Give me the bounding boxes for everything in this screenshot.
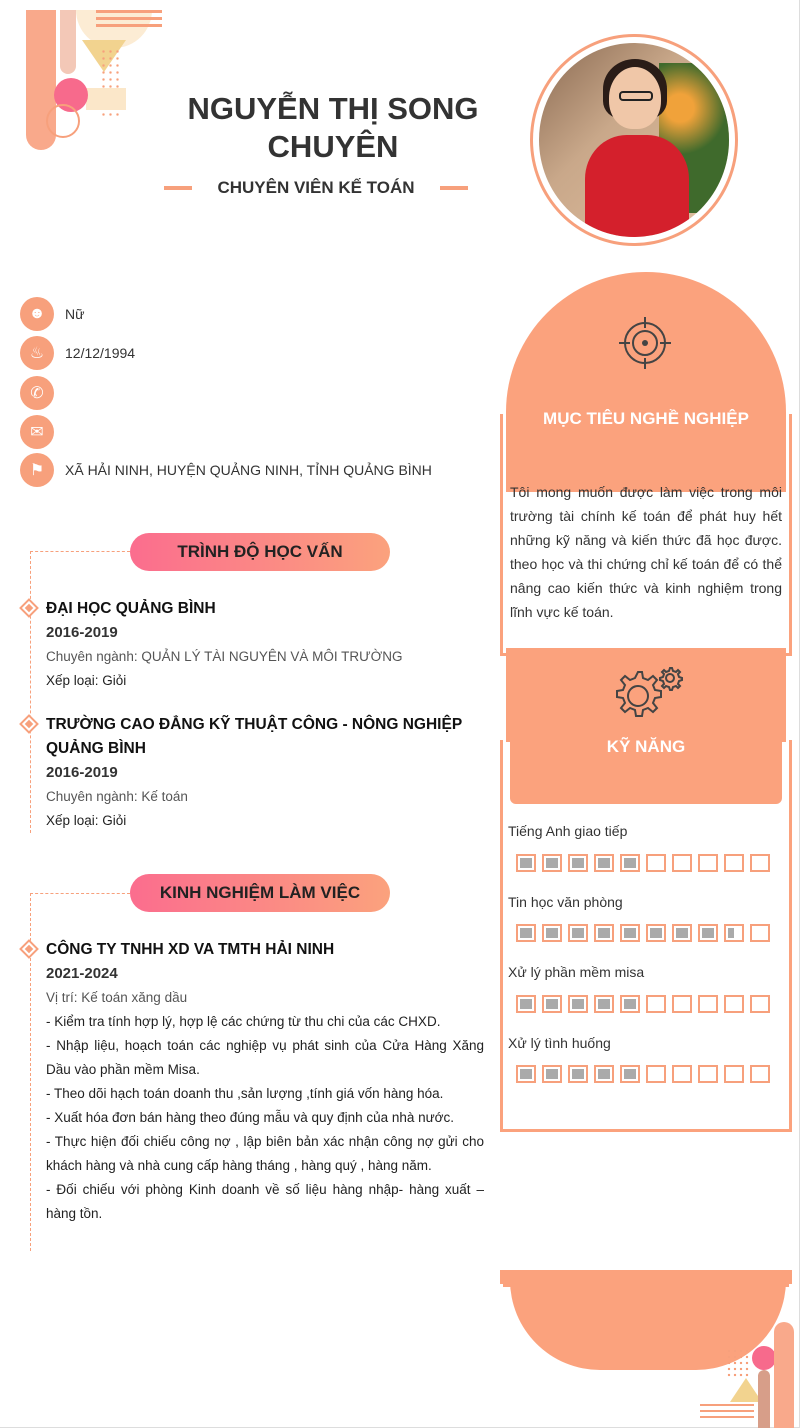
job-title-line [164, 186, 192, 190]
job-title-line [440, 186, 468, 190]
skill-cell [542, 1065, 562, 1083]
skill-name: Xử lý phần mềm misa [508, 964, 645, 980]
skills-heading: KỸ NĂNG [606, 737, 686, 756]
skill-rating [516, 995, 776, 1013]
school-rank: Xếp loại: Giỏi [46, 813, 127, 828]
skill-cell [646, 854, 666, 872]
decoration-ring [46, 104, 80, 138]
skill-cell [672, 1065, 692, 1083]
education-heading: TRÌNH ĐỘ HỌC VẤN [130, 533, 390, 571]
skill-cell [698, 924, 718, 942]
school-major: Chuyên ngành: QUẢN LÝ TÀI NGUYÊN VÀ MÔI TRƯỜNG [46, 649, 403, 664]
diamond-bullet-icon [19, 939, 39, 959]
person-icon: ☻ [20, 297, 54, 331]
job-title-row [164, 176, 468, 200]
diamond-bullet-icon [19, 714, 39, 734]
map-icon: ⚑ [20, 453, 54, 487]
school-rank: Xếp loại: Giỏi [46, 673, 127, 688]
gender-text: Nữ [65, 306, 85, 322]
decoration-bar [758, 1370, 770, 1428]
job-position: Vị trí: Kế toán xăng dầu [46, 990, 188, 1005]
section-connector [30, 551, 130, 552]
skill-cell [516, 995, 536, 1013]
decoration-bar [774, 1322, 794, 1428]
contact-email [20, 415, 480, 449]
skill-cell [542, 854, 562, 872]
skill-cell [698, 854, 718, 872]
decoration-dots [726, 1348, 750, 1378]
task-line: - Đối chiếu với phòng Kinh doanh về số liệu hàng nhập- hàng xuất – hàng tồn. [46, 1182, 484, 1221]
skill-cell [620, 854, 640, 872]
skill-name: Tin học văn phòng [508, 894, 623, 910]
skill-cell [594, 854, 614, 872]
decoration-circle [752, 1346, 776, 1370]
skill-cell [516, 854, 536, 872]
task-line: - Xuất hóa đơn bán hàng theo đúng mẫu và quy định của nhà nước. [46, 1110, 455, 1125]
skill-cell [620, 995, 640, 1013]
company-name: CÔNG TY TNHH XD VA TMTH HẢI NINH [46, 941, 335, 958]
skill-cell [568, 854, 588, 872]
skill-cell [750, 924, 770, 942]
skill-cell [646, 1065, 666, 1083]
objective-text: Tôi mong muốn được làm việc trong môi trường tài chính kế toán để phát huy hết những kỹ năng và kiến thức đã học được. theo học và thi chứng chỉ kế toán để có thể nâng cao kiến thức và kinh nghiệm trong lĩnh vực kế toán. [510, 484, 782, 620]
skill-cell [698, 995, 718, 1013]
school-name: TRƯỜNG CAO ĐẲNG KỸ THUẬT CÔNG - NÔNG NGHIỆP QUẢNG BÌNH [46, 716, 462, 757]
decoration-lines [700, 1404, 754, 1422]
skill-cell [724, 924, 744, 942]
skill-cell [698, 1065, 718, 1083]
skill-cell [542, 995, 562, 1013]
objective-heading: MỤC TIÊU NGHỀ NGHIỆP [543, 409, 749, 428]
task-line: - Nhập liệu, hoạch toán các nghiệp vụ phát sinh của Cửa Hàng Xăng Dầu vào phần mềm Misa. [46, 1038, 484, 1077]
job-title: CHUYÊN VIÊN KẾ TOÁN [217, 178, 415, 197]
skill-cell [542, 924, 562, 942]
decoration-rect [86, 88, 126, 110]
contact-gender [20, 297, 480, 331]
decoration-lines [96, 10, 162, 31]
skill-cell [646, 924, 666, 942]
skill-cell [594, 1065, 614, 1083]
school-years: 2016-2019 [46, 764, 118, 781]
candidate-name: NGUYỄN THỊ SONG CHUYÊN [187, 91, 479, 164]
skill-cell [724, 1065, 744, 1083]
decoration-bar [60, 10, 76, 74]
target-icon [616, 314, 674, 372]
task-line: - Kiểm tra tính hợp lý, hợp lệ các chứng từ thu chi của các CHXD. [46, 1014, 441, 1029]
mail-icon: ✉ [20, 415, 54, 449]
contact-birthday [20, 336, 480, 370]
address-text: XÃ HẢI NINH, HUYỆN QUẢNG NINH, TỈNH QUẢNG BÌNH [65, 462, 432, 478]
section-connector [30, 893, 130, 894]
birthday-cake-icon: ♨ [20, 336, 54, 370]
school-major: Chuyên ngành: Kế toán [46, 789, 188, 804]
profile-photo [539, 43, 729, 237]
skill-cell [750, 995, 770, 1013]
skill-cell [594, 995, 614, 1013]
education-item [22, 713, 484, 833]
skill-cell [568, 924, 588, 942]
birthday-text: 12/12/1994 [65, 345, 136, 361]
experience-heading: KINH NGHIỆM LÀM VIỆC [130, 874, 390, 912]
skill-cell [516, 924, 536, 942]
skill-name: Xử lý tình huống [508, 1035, 611, 1051]
experience-item [22, 938, 484, 1226]
skill-cell [724, 854, 744, 872]
avatar [530, 34, 738, 246]
skill-cell [568, 995, 588, 1013]
skill-cell [620, 1065, 640, 1083]
skill-rating [516, 924, 776, 942]
task-line: - Thực hiện đối chiếu công nợ , lập biên bản xác nhận công nợ gửi cho khách hàng và nhà cung cấp hàng tháng , hàng quý , hàng năm. [46, 1134, 484, 1173]
education-item [22, 597, 484, 693]
contact-phone [20, 376, 480, 410]
skill-cell [724, 995, 744, 1013]
skill-name: Tiếng Anh giao tiếp [508, 823, 628, 839]
skill-cell [672, 854, 692, 872]
skill-cell [620, 924, 640, 942]
skill-cell [750, 854, 770, 872]
skill-cell [568, 1065, 588, 1083]
skill-cell [516, 1065, 536, 1083]
school-name: ĐẠI HỌC QUẢNG BÌNH [46, 600, 216, 617]
phone-icon: ✆ [20, 376, 54, 410]
gears-icon [610, 660, 684, 726]
school-years: 2016-2019 [46, 624, 118, 641]
skill-cell [672, 995, 692, 1013]
diamond-bullet-icon [19, 598, 39, 618]
skill-cell [672, 924, 692, 942]
contact-address [20, 453, 480, 487]
skill-cell [594, 924, 614, 942]
skill-cell [750, 1065, 770, 1083]
skill-cell [646, 995, 666, 1013]
company-years: 2021-2024 [46, 965, 118, 982]
skill-rating [516, 1065, 776, 1083]
skill-rating [516, 854, 776, 872]
task-line: - Theo dõi hạch toán doanh thu ,sản lượng ,tính giá vốn hàng hóa. [46, 1086, 444, 1101]
